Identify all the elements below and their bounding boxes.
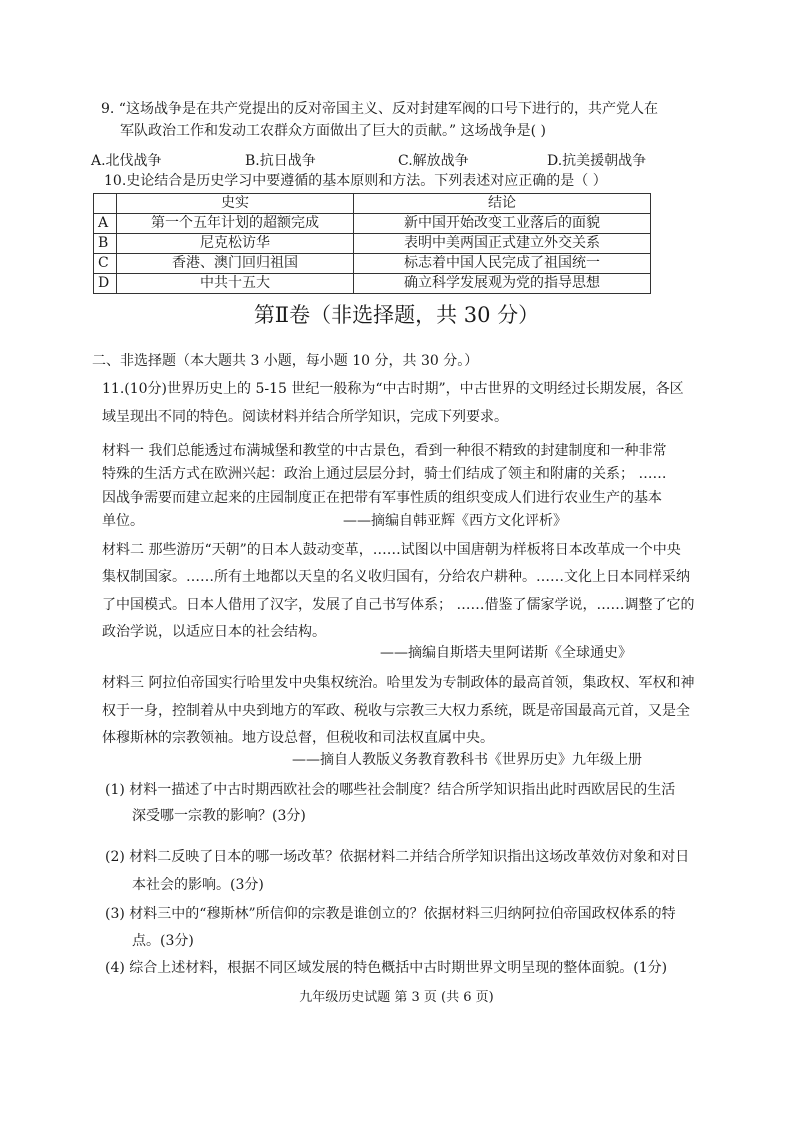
q9-option-a: A.北伐战争 (91, 153, 162, 169)
table-cell: 标志着中国人民完成了祖国统一 (354, 254, 651, 274)
sub-question-1-line-1: (1) 材料一描述了中古时期西欧社会的哪些社会制度？结合所学知识指出此时西欧居民的生活 (105, 782, 676, 798)
material-2-line: 材料二 那些游历“天朝”的日本人鼓动变革，……试图以中国唐朝为样板将日本改革成一个中央 (102, 542, 681, 558)
material-3-source: ——摘自人教版义务教育教科书《世界历史》九年级上册 (292, 752, 642, 768)
table-cell: A (94, 214, 117, 234)
table-row (94, 214, 651, 234)
q9-line-1: 9. “这场战争是在共产党提出的反对帝国主义、反对封建军阀的口号下进行的，共产党人在 (101, 101, 658, 117)
q11-line-1: 11.(10分)世界历史上的 5-15 世纪一般称为“中古时期”，中古世界的文明经过长期发展，各区 (102, 381, 684, 397)
material-3-line: 材料三 阿拉伯帝国实行哈里发中央集权统治。哈里发为专制政体的最高首领，集政权、军权和神 (102, 675, 695, 691)
material-2-line: 了中国模式。日本人借用了汉字，发展了自己书写体系； ……借鉴了儒家学说，……调整了它的 (102, 597, 695, 613)
table-cell: C (94, 254, 117, 274)
table-header-cell: 史实 (117, 194, 354, 214)
table-cell: 中共十五大 (117, 274, 354, 294)
table-header-cell (94, 194, 117, 214)
page-footer: 九年级历史试题 第 3 页 (共 6 页) (299, 990, 494, 1005)
q9-line-2: 军队政治工作和发动工农群众方面做出了巨大的贡献。” 这场战争是( ) (120, 123, 546, 139)
q9-option-d: D.抗美援朝战争 (547, 153, 647, 169)
part2-intro: 二、非选择题（本大题共 3 小题，每小题 10 分，共 30 分。） (92, 353, 479, 369)
q10-table (93, 193, 651, 294)
material-1-line: 单位。 (102, 513, 144, 529)
table-cell: 确立科学发展观为党的指导思想 (354, 274, 651, 294)
material-2-line: 政治学说，以适应日本的社会结构。 (102, 624, 326, 640)
sub-question-2-line-1: (2) 材料二反映了日本的哪一场改革？依据材料二并结合所学知识指出这场改革效仿对象和对日 (105, 849, 690, 865)
table-cell: 香港、澳门回归祖国 (117, 254, 354, 274)
material-1-source: ——摘编自韩亚辉《西方文化评析》 (343, 513, 567, 529)
material-1-line: 材料一 我们总能透过布满城堡和教堂的中古景色，看到一种很不精致的封建制度和一种非常 (102, 443, 667, 459)
sub-question-2-line-2: 本社会的影响。(3分) (132, 877, 264, 893)
table-row (94, 234, 651, 254)
sub-question-3-line-2: 点。(3分) (132, 933, 194, 949)
q9-option-c: C.解放战争 (398, 153, 469, 169)
material-3-line: 权于一身，控制着从中央到地方的军政、税收与宗教三大权力系统，既是帝国最高元首，又是全 (102, 703, 690, 719)
material-1-line: 因战争需要而建立起来的庄园制度正在把带有军事性质的组织变成人们进行农业生产的基本 (102, 490, 662, 506)
table-cell: B (94, 234, 117, 254)
material-3-line: 体穆斯林的宗教领袖。地方设总督，但税收和司法权直属中央。 (102, 730, 494, 746)
material-1-line: 特殊的生活方式在欧洲兴起：政治上通过层层分封，骑士们结成了领主和附庸的关系； …… (102, 466, 667, 482)
table-header-cell: 结论 (354, 194, 651, 214)
table-row (94, 254, 651, 274)
q9-option-b: B.抗日战争 (245, 153, 316, 169)
sub-question-4: (4) 综合上述材料，根据不同区域发展的特色概括中古时期世界文明呈现的整体面貌。(1分) (105, 960, 668, 976)
material-2-line: 集权制国家。……所有土地都以天皇的名义收归国有，分给农户耕种。……文化上日本同样采纳 (102, 569, 690, 585)
q10-stem: 10.史论结合是历史学习中要遵循的基本原则和方法。下列表述对应正确的是（ ） (104, 173, 607, 189)
table-cell: 第一个五年计划的超额完成 (117, 214, 354, 234)
table-cell: D (94, 274, 117, 294)
section-title: 第Ⅱ卷（非选择题，共 30 分） (253, 303, 540, 327)
sub-question-1-line-2: 深受哪一宗教的影响？(3分) (132, 808, 306, 824)
q11-line-2: 域呈现出不同的特色。阅读材料并结合所学知识，完成下列要求。 (102, 409, 508, 425)
table-cell: 表明中美两国正式建立外交关系 (354, 234, 651, 254)
table-header-row (94, 194, 651, 214)
table-row (94, 274, 651, 294)
material-2-source: ——摘编自斯塔夫里阿诺斯《全球通史》 (380, 645, 632, 661)
sub-question-3-line-1: (3) 材料三中的“穆斯林”所信仰的宗教是谁创立的？依据材料三归纳阿拉伯帝国政权体系的特 (105, 906, 676, 922)
table-cell: 尼克松访华 (117, 234, 354, 254)
table-cell: 新中国开始改变工业落后的面貌 (354, 214, 651, 234)
